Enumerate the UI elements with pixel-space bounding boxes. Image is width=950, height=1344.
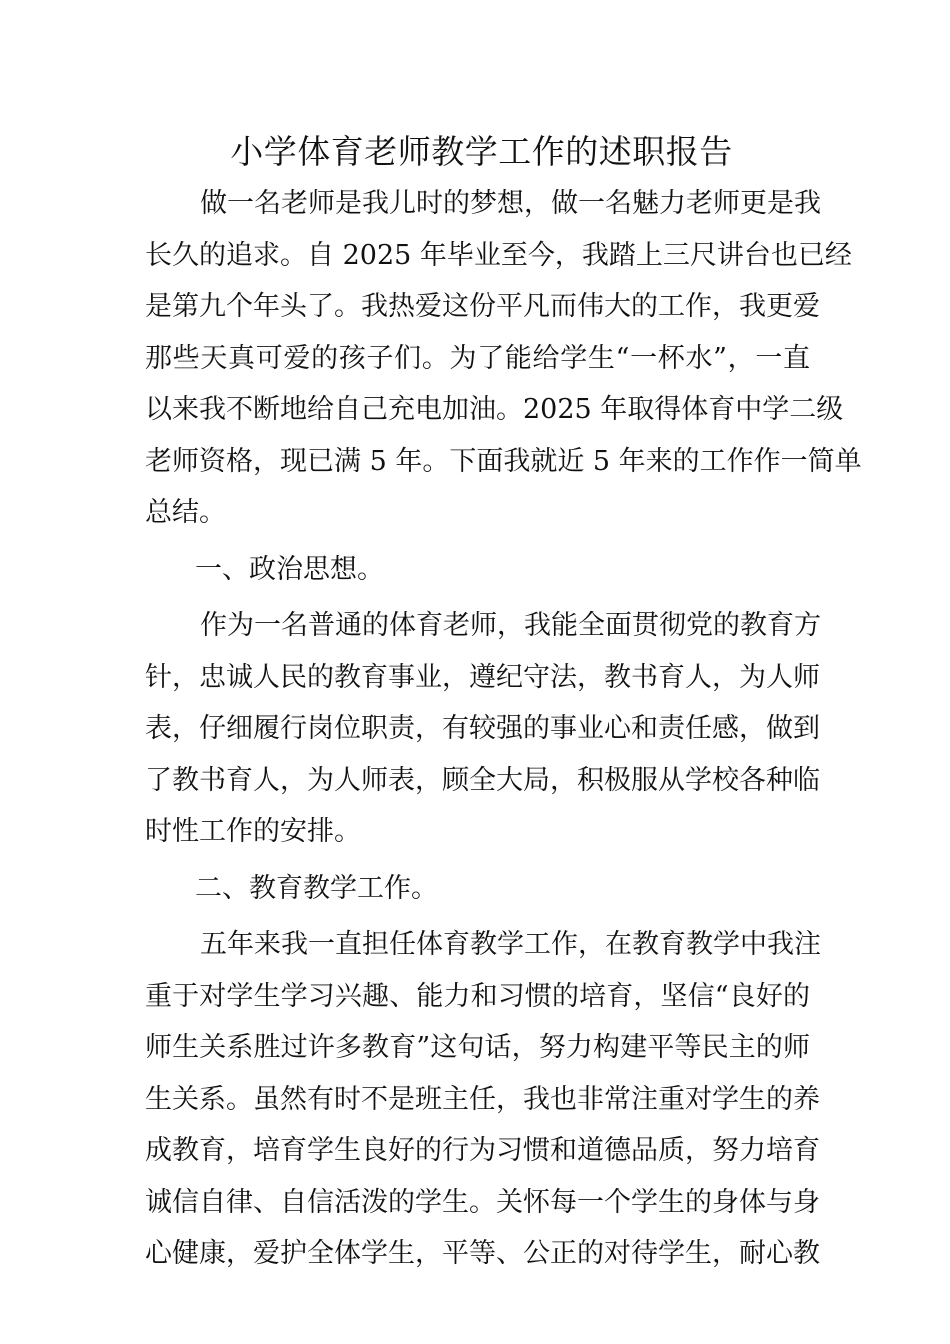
paragraph-line: 长久的追求。自 2025 年毕业至今，我踏上三尺讲台也已经 — [145, 239, 852, 271]
teaching-paragraph — [145, 919, 821, 1280]
document-body — [145, 128, 862, 1280]
paragraph-line: 老师资格，现已满 5 年。下面我就近 5 年来的工作作一简单 — [145, 445, 862, 477]
section-heading-political: 一、政治思想。 — [195, 553, 384, 585]
paragraph-line: 五年来我一直担任体育教学工作，在教育教学中我注 — [200, 929, 821, 960]
intro-paragraph — [145, 178, 862, 539]
paragraph-line: 总结。 — [145, 497, 226, 528]
paragraph-line: 以来我不断地给自己充电加油。2025 年取得体育中学二级 — [145, 394, 844, 425]
paragraph-line: 师生关系胜过许多教育”这句话，努力构建平等民主的师 — [145, 1032, 810, 1063]
paragraph-line: 是第九个年头了。我热爱这份平凡而伟大的工作，我更爱 — [145, 291, 820, 322]
paragraph-line: 针，忠诚人民的教育事业，遵纪守法，教书育人，为人师 — [145, 661, 820, 693]
paragraph-line: 做一名老师是我儿时的梦想，做一名魅力老师更是我 — [200, 188, 821, 219]
paragraph-line: 心健康，爱护全体学生，平等、公正的对待学生，耐心教 — [145, 1238, 820, 1269]
political-paragraph — [145, 600, 821, 858]
paragraph-line: 时性工作的安排。 — [145, 816, 361, 847]
paragraph-line: 表，仔细履行岗位职责，有较强的事业心和责任感，做到 — [145, 713, 820, 744]
paragraph-line: 诚信自律、自信活泼的学生。关怀每一个学生的身体与身 — [145, 1186, 820, 1218]
paragraph-line: 生关系。虽然有时不是班主任，我也非常注重对学生的养 — [145, 1083, 820, 1115]
paragraph-line: 了教书育人，为人师表，顾全大局，积极服从学校各种临 — [145, 764, 820, 796]
section-heading-teaching: 二、教育教学工作。 — [195, 872, 438, 904]
paragraph-line: 重于对学生学习兴趣、能力和习惯的培育，坚信“良好的 — [145, 980, 810, 1012]
paragraph-line: 作为一名普通的体育老师，我能全面贯彻党的教育方 — [200, 610, 821, 641]
document-title: 小学体育老师教学工作的述职报告 — [230, 132, 733, 171]
paragraph-line: 成教育，培育学生良好的行为习惯和道德品质，努力培育 — [145, 1135, 820, 1166]
paragraph-line: 那些天真可爱的孩子们。为了能给学生“一杯水”，一直 — [145, 342, 810, 374]
